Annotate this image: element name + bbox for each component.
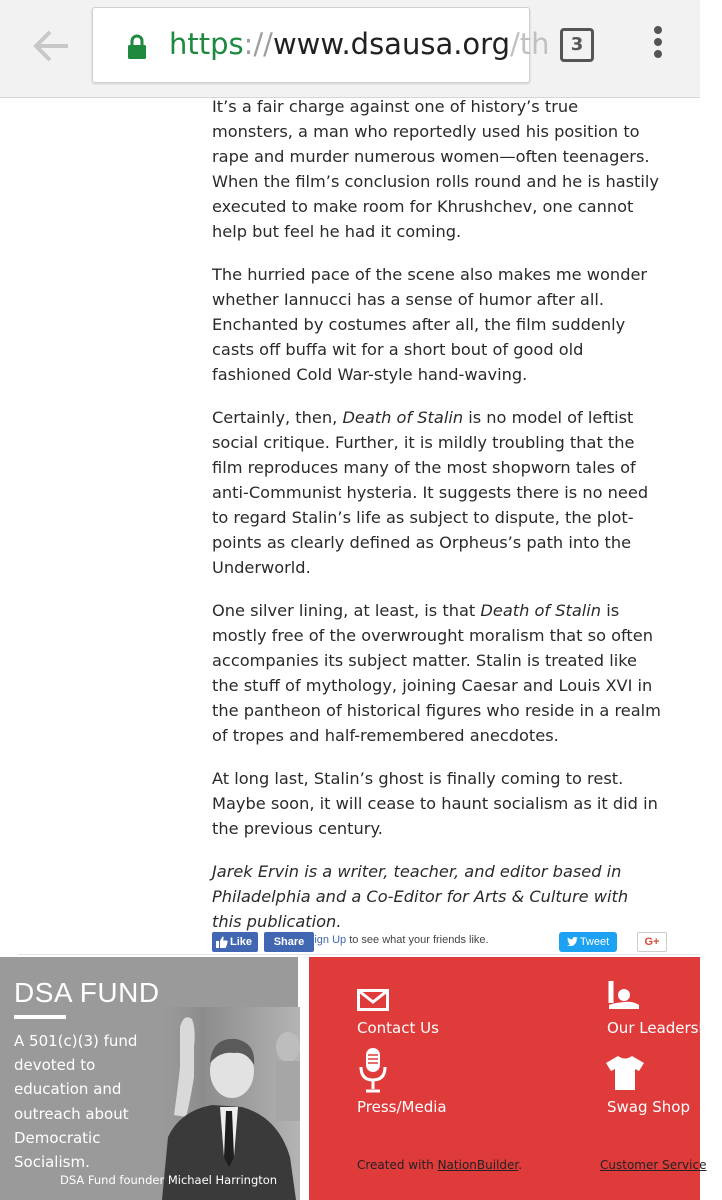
google-plus-button[interactable]: G+	[637, 932, 667, 952]
text-run: Certainly, then,	[212, 408, 343, 427]
fund-title: DSA FUND	[14, 977, 160, 1008]
twitter-bird-icon	[567, 937, 578, 946]
address-bar[interactable]	[92, 7, 550, 83]
nationbuilder-link[interactable]: NationBuilder	[437, 1158, 519, 1172]
text-run: is mostly free of the overwrought moralism that so often accompanies its subject matter. Stalin is treated like the stuff of mythology, joining Caesar and Louis XVI in the pantheon of historical figures who reside in a realm of tropes and half-remembered anecdotes.	[212, 601, 661, 745]
like-label: Like	[230, 936, 253, 948]
facebook-signup-text	[307, 934, 489, 946]
michael-harrington-photo	[150, 1007, 300, 1200]
fund-description: A 501(c)(3) fund devoted to education and outreach about Democratic Socialism.	[14, 1032, 138, 1172]
press-media-link[interactable]: Press/Media	[357, 1098, 447, 1116]
customer-service-text	[600, 1158, 706, 1172]
film-title: Death of Stalin	[342, 408, 464, 427]
film-title: Death of Stalin	[480, 601, 602, 620]
footer-links-panel	[309, 957, 722, 1200]
article-paragraph	[212, 405, 662, 580]
text-run: is no model of leftist social critique. Further, it is mildly troubling that the film reproduces many of the most shopworn tales of anti-Communist hysteria. It suggests there is no need to regard Stalin’s life as subject to dispute, the plot-points as clearly defined as Orpheus’s path into the Underworld.	[212, 408, 649, 577]
secure-lock-icon	[127, 34, 147, 60]
article-paragraph: At long last, Stalin’s ghost is finally coming to rest. Maybe soon, it will cease to haunt socialism as it did in the previous century.	[212, 769, 658, 838]
author-bio-text: Jarek Ervin is a writer, teacher, and editor based in Philadelphia and a Co-Editor for Arts & Culture with this publication.	[212, 862, 629, 931]
article-body	[212, 94, 662, 952]
microphone-icon[interactable]	[359, 1047, 387, 1093]
url-host: www.dsausa.org	[272, 27, 510, 61]
swag-shop-link[interactable]: Swag Shop	[607, 1098, 690, 1116]
dsa-fund-panel	[0, 957, 298, 1200]
created-with-text	[357, 1158, 522, 1172]
article-paragraph	[212, 598, 662, 748]
article-paragraph: It’s a fair charge against one of history’s true monsters, a man who reportedly used his position to rape and murder numerous women—often teenagers. When the film’s conclusion rolls round and he is hastily executed to make room for Khrushchev, one cannot help but feel he had it coming.	[212, 97, 659, 241]
tweet-label: Tweet	[579, 936, 610, 948]
contact-us-link[interactable]: Contact Us	[357, 1019, 439, 1037]
created-prefix: Created with	[357, 1158, 438, 1172]
title-underline	[14, 1015, 66, 1019]
browser-toolbar	[0, 0, 700, 98]
leadership-icon[interactable]	[607, 979, 641, 1013]
facebook-share-button[interactable]: Share	[264, 932, 314, 952]
tweet-button[interactable]	[559, 932, 617, 952]
created-suffix: .	[518, 1158, 523, 1172]
photo-caption: DSA Fund founder Michael Harrington	[60, 1173, 278, 1187]
url-separator: ://	[243, 27, 273, 61]
url-text[interactable]	[169, 22, 550, 66]
article-paragraph: The hurried pace of the scene also makes me wonder whether Iannucci has a sense of humor after all. Enchanted by costumes after all, the film suddenly casts off buffa wit for a short bout of good old fashioned Cold War-style hand-waving.	[212, 265, 648, 384]
customer-service-link[interactable]: Customer Service	[600, 1158, 707, 1172]
url-scheme: https	[169, 27, 244, 61]
back-arrow-icon[interactable]	[30, 26, 74, 66]
overflow-menu-icon[interactable]	[650, 26, 666, 66]
facebook-like-button[interactable]	[212, 932, 258, 952]
t-shirt-icon[interactable]	[605, 1055, 645, 1091]
author-bio	[212, 859, 662, 934]
facebook-signup-link[interactable]: Sign Up	[307, 934, 347, 946]
url-path: /th	[510, 27, 550, 61]
our-leadership-link[interactable]: Our Leadership	[607, 1019, 722, 1037]
thumbs-up-icon	[216, 936, 228, 948]
tab-switcher-button[interactable]: 3	[560, 28, 594, 62]
text-run: One silver lining, at least, is that	[212, 601, 481, 620]
social-share-bar	[212, 932, 670, 954]
envelope-icon[interactable]	[357, 989, 389, 1011]
divider	[18, 954, 700, 955]
signup-text: to see what your friends like.	[346, 934, 489, 946]
